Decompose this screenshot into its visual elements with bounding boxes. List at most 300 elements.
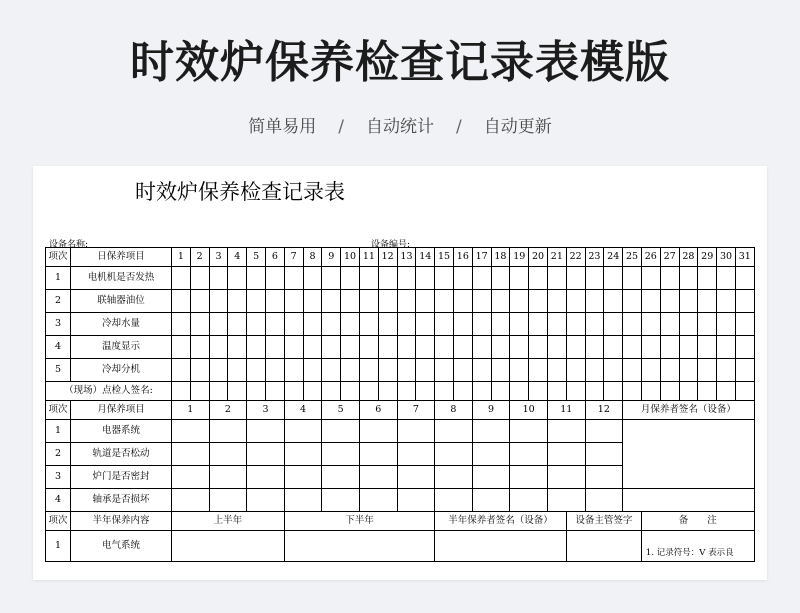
daily-check-cell[interactable] xyxy=(566,336,585,359)
header-month: 3 xyxy=(247,401,285,420)
daily-check-cell[interactable] xyxy=(190,359,209,382)
daily-check-cell[interactable] xyxy=(604,336,623,359)
daily-check-cell[interactable] xyxy=(190,313,209,336)
signature-cell[interactable] xyxy=(303,382,322,401)
header-day: 15 xyxy=(435,248,454,267)
header-day: 30 xyxy=(717,248,736,267)
daily-check-cell[interactable] xyxy=(585,359,604,382)
daily-check-cell[interactable] xyxy=(453,336,472,359)
signature-cell[interactable] xyxy=(735,382,754,401)
daily-check-cell[interactable] xyxy=(397,267,416,290)
signature-cell[interactable] xyxy=(322,382,341,401)
header-month: 2 xyxy=(209,401,247,420)
monthly-check-cell[interactable] xyxy=(397,420,435,443)
monthly-check-cell[interactable] xyxy=(585,443,623,466)
daily-check-cell[interactable] xyxy=(679,336,698,359)
daily-check-cell[interactable] xyxy=(717,336,736,359)
header-day: 26 xyxy=(641,248,660,267)
daily-check-cell[interactable] xyxy=(529,267,548,290)
header-day: 20 xyxy=(529,248,548,267)
daily-check-cell[interactable] xyxy=(341,290,360,313)
signature-cell[interactable] xyxy=(172,382,191,401)
signature-cell[interactable] xyxy=(472,382,491,401)
monthly-check-cell[interactable] xyxy=(510,420,548,443)
monthly-check-cell[interactable] xyxy=(397,443,435,466)
daily-check-cell[interactable] xyxy=(472,267,491,290)
daily-check-cell[interactable] xyxy=(228,290,247,313)
daily-check-cell[interactable] xyxy=(529,313,548,336)
daily-check-cell[interactable] xyxy=(172,336,191,359)
daily-check-cell[interactable] xyxy=(510,359,529,382)
daily-check-cell[interactable] xyxy=(209,359,228,382)
monthly-check-cell[interactable] xyxy=(359,466,397,489)
signature-cell[interactable] xyxy=(585,382,604,401)
daily-check-cell[interactable] xyxy=(378,290,397,313)
daily-check-cell[interactable] xyxy=(510,313,529,336)
daily-check-cell[interactable] xyxy=(717,290,736,313)
daily-check-cell[interactable] xyxy=(735,336,754,359)
daily-check-cell[interactable] xyxy=(247,359,266,382)
monthly-check-cell[interactable] xyxy=(397,489,435,512)
header-remark: 备 注 xyxy=(641,512,754,531)
daily-check-cell[interactable] xyxy=(660,267,679,290)
daily-check-cell[interactable] xyxy=(303,336,322,359)
monthly-check-cell[interactable] xyxy=(359,420,397,443)
daily-check-cell[interactable] xyxy=(265,313,284,336)
monthly-item-label: 炉门是否密封 xyxy=(71,466,172,489)
daily-check-cell[interactable] xyxy=(453,290,472,313)
row-index: 1 xyxy=(46,420,71,443)
daily-check-cell[interactable] xyxy=(228,267,247,290)
daily-check-cell[interactable] xyxy=(435,267,454,290)
daily-check-cell[interactable] xyxy=(698,359,717,382)
daily-check-cell[interactable] xyxy=(491,267,510,290)
daily-check-cell[interactable] xyxy=(209,267,228,290)
daily-check-cell[interactable] xyxy=(717,313,736,336)
daily-item-label: 冷却分机 xyxy=(71,359,172,382)
monthly-check-cell[interactable] xyxy=(284,420,322,443)
daily-check-cell[interactable] xyxy=(491,313,510,336)
daily-check-cell[interactable] xyxy=(190,336,209,359)
daily-check-cell[interactable] xyxy=(453,359,472,382)
daily-check-cell[interactable] xyxy=(265,267,284,290)
header-day: 6 xyxy=(265,248,284,267)
daily-check-cell[interactable] xyxy=(359,290,378,313)
daily-check-cell[interactable] xyxy=(190,290,209,313)
daily-check-cell[interactable] xyxy=(491,290,510,313)
daily-check-cell[interactable] xyxy=(435,359,454,382)
header-month: 12 xyxy=(585,401,623,420)
daily-check-cell[interactable] xyxy=(547,267,566,290)
daily-check-cell[interactable] xyxy=(416,336,435,359)
monthly-check-cell[interactable] xyxy=(547,443,585,466)
daily-check-cell[interactable] xyxy=(284,336,303,359)
daily-check-cell[interactable] xyxy=(359,336,378,359)
daily-check-cell[interactable] xyxy=(284,290,303,313)
daily-check-cell[interactable] xyxy=(735,267,754,290)
signature-cell[interactable] xyxy=(209,382,228,401)
daily-check-cell[interactable] xyxy=(397,290,416,313)
daily-check-cell[interactable] xyxy=(735,290,754,313)
header-half-item: 半年保养内容 xyxy=(71,512,172,531)
daily-check-cell[interactable] xyxy=(510,290,529,313)
daily-item-label: 电机机是否发热 xyxy=(71,267,172,290)
daily-check-cell[interactable] xyxy=(378,267,397,290)
signature-cell[interactable] xyxy=(510,382,529,401)
monthly-check-cell[interactable] xyxy=(510,466,548,489)
header-supervisor: 设备主管签字 xyxy=(566,512,641,531)
monthly-check-cell[interactable] xyxy=(322,466,360,489)
signature-cell[interactable] xyxy=(190,382,209,401)
header-day: 1 xyxy=(172,248,191,267)
daily-check-cell[interactable] xyxy=(623,336,642,359)
monthly-signer-cell[interactable] xyxy=(623,420,755,489)
monthly-check-cell[interactable] xyxy=(322,420,360,443)
daily-check-cell[interactable] xyxy=(435,336,454,359)
signature-cell[interactable] xyxy=(698,382,717,401)
signature-cell[interactable] xyxy=(284,382,303,401)
monthly-check-cell[interactable] xyxy=(435,466,473,489)
header-day: 22 xyxy=(566,248,585,267)
signature-cell[interactable] xyxy=(341,382,360,401)
daily-check-cell[interactable] xyxy=(510,336,529,359)
monthly-check-cell[interactable] xyxy=(284,443,322,466)
header-day: 8 xyxy=(303,248,322,267)
daily-check-cell[interactable] xyxy=(172,359,191,382)
hero-title: 时效炉保养检查记录表模版 xyxy=(130,37,670,88)
daily-check-cell[interactable] xyxy=(660,336,679,359)
daily-check-cell[interactable] xyxy=(247,267,266,290)
daily-check-cell[interactable] xyxy=(529,359,548,382)
row-index: 3 xyxy=(46,313,71,336)
header-month: 5 xyxy=(322,401,360,420)
monthly-check-cell[interactable] xyxy=(209,443,247,466)
daily-check-cell[interactable] xyxy=(416,359,435,382)
half-second-cell[interactable] xyxy=(284,531,434,562)
header-day: 21 xyxy=(547,248,566,267)
header-index: 项次 xyxy=(46,512,71,531)
daily-check-cell[interactable] xyxy=(660,290,679,313)
daily-check-cell[interactable] xyxy=(472,336,491,359)
daily-check-cell[interactable] xyxy=(679,313,698,336)
daily-check-cell[interactable] xyxy=(698,336,717,359)
separator: / xyxy=(338,117,344,137)
daily-check-cell[interactable] xyxy=(547,313,566,336)
row-index: 4 xyxy=(46,489,71,512)
signature-cell[interactable] xyxy=(228,382,247,401)
header-day: 10 xyxy=(341,248,360,267)
daily-check-cell[interactable] xyxy=(641,267,660,290)
daily-item-label: 冷却水量 xyxy=(71,313,172,336)
signature-cell[interactable] xyxy=(416,382,435,401)
daily-check-cell[interactable] xyxy=(604,290,623,313)
daily-check-cell[interactable] xyxy=(303,359,322,382)
daily-check-cell[interactable] xyxy=(717,267,736,290)
daily-check-cell[interactable] xyxy=(453,267,472,290)
signature-cell[interactable] xyxy=(623,382,642,401)
daily-check-cell[interactable] xyxy=(397,336,416,359)
signature-cell[interactable] xyxy=(529,382,548,401)
signature-cell[interactable] xyxy=(547,382,566,401)
daily-check-cell[interactable] xyxy=(284,359,303,382)
daily-check-cell[interactable] xyxy=(265,359,284,382)
daily-check-cell[interactable] xyxy=(416,267,435,290)
daily-check-cell[interactable] xyxy=(209,313,228,336)
daily-check-cell[interactable] xyxy=(322,267,341,290)
header-day: 3 xyxy=(209,248,228,267)
daily-check-cell[interactable] xyxy=(378,313,397,336)
monthly-signer-cell[interactable] xyxy=(623,489,755,512)
daily-check-cell[interactable] xyxy=(322,313,341,336)
daily-check-cell[interactable] xyxy=(359,313,378,336)
monthly-check-cell[interactable] xyxy=(322,443,360,466)
header-month: 6 xyxy=(359,401,397,420)
daily-check-cell[interactable] xyxy=(641,359,660,382)
header-daily-item: 日保养项目 xyxy=(71,248,172,267)
table-row xyxy=(46,336,755,359)
daily-check-cell[interactable] xyxy=(604,267,623,290)
daily-check-cell[interactable] xyxy=(566,290,585,313)
signature-cell[interactable] xyxy=(359,382,378,401)
daily-check-cell[interactable] xyxy=(604,359,623,382)
daily-check-cell[interactable] xyxy=(247,290,266,313)
daily-check-cell[interactable] xyxy=(623,290,642,313)
daily-check-cell[interactable] xyxy=(491,336,510,359)
daily-check-cell[interactable] xyxy=(435,290,454,313)
monthly-check-cell[interactable] xyxy=(547,489,585,512)
daily-check-cell[interactable] xyxy=(529,336,548,359)
monthly-item-label: 轨道是否松动 xyxy=(71,443,172,466)
monthly-check-cell[interactable] xyxy=(547,420,585,443)
daily-check-cell[interactable] xyxy=(172,290,191,313)
monthly-check-cell[interactable] xyxy=(510,489,548,512)
daily-check-cell[interactable] xyxy=(341,313,360,336)
table-row xyxy=(46,248,755,267)
daily-check-cell[interactable] xyxy=(322,336,341,359)
tag-auto-stat: 自动统计 xyxy=(366,117,434,137)
row-index: 4 xyxy=(46,336,71,359)
daily-check-cell[interactable] xyxy=(735,359,754,382)
daily-check-cell[interactable] xyxy=(303,267,322,290)
daily-item-label: 温度显示 xyxy=(71,336,172,359)
daily-check-cell[interactable] xyxy=(416,313,435,336)
header-day: 27 xyxy=(660,248,679,267)
header-day: 17 xyxy=(472,248,491,267)
daily-check-cell[interactable] xyxy=(247,313,266,336)
monthly-check-cell[interactable] xyxy=(585,489,623,512)
tag-easy: 简单易用 xyxy=(248,117,317,137)
daily-check-cell[interactable] xyxy=(322,290,341,313)
daily-check-cell[interactable] xyxy=(566,359,585,382)
daily-check-cell[interactable] xyxy=(209,290,228,313)
daily-check-cell[interactable] xyxy=(641,290,660,313)
hero-subtitle xyxy=(0,112,800,137)
daily-check-cell[interactable] xyxy=(735,313,754,336)
header-day: 31 xyxy=(735,248,754,267)
daily-check-cell[interactable] xyxy=(265,290,284,313)
signature-cell[interactable] xyxy=(435,382,454,401)
header-month: 1 xyxy=(172,401,210,420)
remark-note: 1. 记录符号：V 表示良 xyxy=(645,547,734,558)
daily-check-cell[interactable] xyxy=(679,267,698,290)
header-month: 11 xyxy=(547,401,585,420)
daily-check-cell[interactable] xyxy=(623,359,642,382)
daily-check-cell[interactable] xyxy=(228,359,247,382)
daily-check-cell[interactable] xyxy=(585,313,604,336)
daily-check-cell[interactable] xyxy=(623,267,642,290)
header-month: 10 xyxy=(510,401,548,420)
daily-check-cell[interactable] xyxy=(322,359,341,382)
daily-check-cell[interactable] xyxy=(378,359,397,382)
daily-check-cell[interactable] xyxy=(359,267,378,290)
row-index: 5 xyxy=(46,359,71,382)
daily-check-cell[interactable] xyxy=(341,267,360,290)
monthly-check-cell[interactable] xyxy=(359,489,397,512)
monthly-check-cell[interactable] xyxy=(547,466,585,489)
monthly-check-cell[interactable] xyxy=(510,443,548,466)
daily-check-cell[interactable] xyxy=(641,336,660,359)
monthly-check-cell[interactable] xyxy=(209,489,247,512)
daily-check-cell[interactable] xyxy=(359,359,378,382)
monthly-check-cell[interactable] xyxy=(247,443,285,466)
monthly-check-cell[interactable] xyxy=(472,420,510,443)
daily-check-cell[interactable] xyxy=(453,313,472,336)
header-day: 29 xyxy=(698,248,717,267)
half-signer-cell[interactable] xyxy=(435,531,567,562)
daily-check-cell[interactable] xyxy=(172,313,191,336)
monthly-check-cell[interactable] xyxy=(359,443,397,466)
daily-check-cell[interactable] xyxy=(623,313,642,336)
daily-check-cell[interactable] xyxy=(284,267,303,290)
signature-cell[interactable] xyxy=(491,382,510,401)
daily-check-cell[interactable] xyxy=(566,267,585,290)
daily-check-cell[interactable] xyxy=(472,290,491,313)
daily-check-cell[interactable] xyxy=(397,359,416,382)
table-row xyxy=(46,401,755,420)
half-first-cell[interactable] xyxy=(172,531,285,562)
daily-check-cell[interactable] xyxy=(209,336,228,359)
monthly-check-cell[interactable] xyxy=(247,489,285,512)
signature-cell[interactable] xyxy=(566,382,585,401)
daily-check-cell[interactable] xyxy=(397,313,416,336)
monthly-check-cell[interactable] xyxy=(247,466,285,489)
signature-cell[interactable] xyxy=(265,382,284,401)
monthly-check-cell[interactable] xyxy=(472,466,510,489)
signature-cell[interactable] xyxy=(453,382,472,401)
header-half-signer: 半年保养者签名（设备） xyxy=(435,512,567,531)
monthly-check-cell[interactable] xyxy=(284,489,322,512)
device-number-label: 设备编号: xyxy=(371,240,411,250)
signature-cell[interactable] xyxy=(397,382,416,401)
signature-cell[interactable] xyxy=(660,382,679,401)
daily-check-cell[interactable] xyxy=(679,359,698,382)
table-row xyxy=(46,359,755,382)
daily-check-cell[interactable] xyxy=(228,336,247,359)
monthly-check-cell[interactable] xyxy=(209,466,247,489)
daily-check-cell[interactable] xyxy=(190,267,209,290)
daily-check-cell[interactable] xyxy=(247,336,266,359)
monthly-check-cell[interactable] xyxy=(472,489,510,512)
table-row xyxy=(46,489,755,512)
monthly-check-cell[interactable] xyxy=(322,489,360,512)
monthly-check-cell[interactable] xyxy=(435,443,473,466)
monthly-check-cell[interactable] xyxy=(172,443,210,466)
daily-check-cell[interactable] xyxy=(660,359,679,382)
monthly-check-cell[interactable] xyxy=(172,466,210,489)
signature-cell[interactable] xyxy=(717,382,736,401)
daily-check-cell[interactable] xyxy=(698,313,717,336)
daily-check-cell[interactable] xyxy=(529,290,548,313)
monthly-check-cell[interactable] xyxy=(397,466,435,489)
daily-check-cell[interactable] xyxy=(698,290,717,313)
signature-cell[interactable] xyxy=(679,382,698,401)
signature-cell[interactable] xyxy=(641,382,660,401)
daily-check-cell[interactable] xyxy=(547,290,566,313)
daily-check-cell[interactable] xyxy=(547,336,566,359)
daily-check-cell[interactable] xyxy=(416,290,435,313)
daily-check-cell[interactable] xyxy=(265,336,284,359)
daily-check-cell[interactable] xyxy=(172,267,191,290)
signature-label: （现场）点检人签名: xyxy=(46,382,172,401)
table-row xyxy=(46,267,755,290)
daily-check-cell[interactable] xyxy=(604,313,623,336)
daily-check-cell[interactable] xyxy=(491,359,510,382)
daily-check-cell[interactable] xyxy=(435,313,454,336)
daily-check-cell[interactable] xyxy=(660,313,679,336)
daily-check-cell[interactable] xyxy=(641,313,660,336)
daily-check-cell[interactable] xyxy=(566,313,585,336)
monthly-check-cell[interactable] xyxy=(585,466,623,489)
monthly-check-cell[interactable] xyxy=(209,420,247,443)
daily-check-cell[interactable] xyxy=(341,359,360,382)
monthly-check-cell[interactable] xyxy=(172,420,210,443)
daily-check-cell[interactable] xyxy=(378,336,397,359)
signature-cell[interactable] xyxy=(378,382,397,401)
daily-check-cell[interactable] xyxy=(472,359,491,382)
signature-cell[interactable] xyxy=(604,382,623,401)
daily-check-cell[interactable] xyxy=(341,336,360,359)
daily-check-cell[interactable] xyxy=(717,359,736,382)
monthly-check-cell[interactable] xyxy=(435,420,473,443)
daily-check-cell[interactable] xyxy=(472,313,491,336)
daily-check-cell[interactable] xyxy=(585,336,604,359)
header-day: 25 xyxy=(623,248,642,267)
monthly-check-cell[interactable] xyxy=(284,466,322,489)
header-monthly-signer: 月保养者签名（设备） xyxy=(623,401,755,420)
daily-check-cell[interactable] xyxy=(698,267,717,290)
daily-check-cell[interactable] xyxy=(303,290,322,313)
daily-check-cell[interactable] xyxy=(679,290,698,313)
form-sheet xyxy=(33,166,767,580)
daily-check-cell[interactable] xyxy=(585,267,604,290)
monthly-check-cell[interactable] xyxy=(172,489,210,512)
daily-check-cell[interactable] xyxy=(284,313,303,336)
monthly-check-cell[interactable] xyxy=(247,420,285,443)
tag-auto-update: 自动更新 xyxy=(483,117,552,137)
monthly-check-cell[interactable] xyxy=(585,420,623,443)
signature-cell[interactable] xyxy=(247,382,266,401)
daily-check-cell[interactable] xyxy=(303,313,322,336)
monthly-check-cell[interactable] xyxy=(435,489,473,512)
monthly-check-cell[interactable] xyxy=(472,443,510,466)
daily-check-cell[interactable] xyxy=(510,267,529,290)
daily-check-cell[interactable] xyxy=(228,313,247,336)
header-second-half: 下半年 xyxy=(284,512,434,531)
supervisor-cell[interactable] xyxy=(566,531,641,562)
daily-check-cell[interactable] xyxy=(585,290,604,313)
table-row xyxy=(46,420,755,443)
daily-check-cell[interactable] xyxy=(547,359,566,382)
